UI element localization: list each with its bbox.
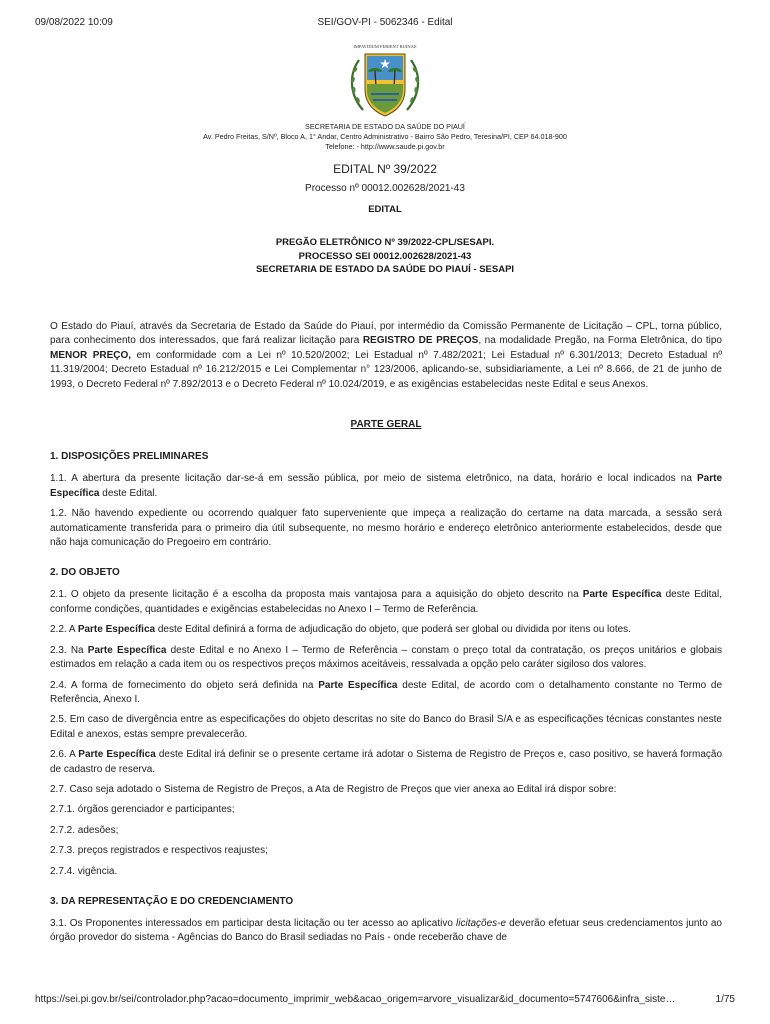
institution-address: Av. Pedro Freitas, S/Nº, Bloco A, 1° Andar, Centro Administrativo - Bairro São Pedro, Teresina/PI, CEP 64.018-900 xyxy=(203,132,567,141)
paragraph-2-5: 2.5. Em caso de divergência entre as especificações do objeto descritas no site do Banco do Brasil S/A e as especificações técnicas constantes neste Edital e anexos, estas sempre prevalecerão. xyxy=(50,714,722,740)
section-3-heading: 3. DA REPRESENTAÇÃO E DO CREDENCIAMENTO xyxy=(50,895,294,907)
paragraph-2-1 xyxy=(50,588,722,617)
intro-text-a: O Estado do Piauí, através da Secretaria de Estado da Saúde do Piauí, por intermédio da Comissão Permanente de Licitação – CPL, torna público, para conhecimento dos interessados, que fará realizar licitação para xyxy=(50,321,722,347)
paragraph-2-3 xyxy=(50,644,722,673)
print-url: https://sei.pi.gov.br/sei/controlador.php?acao=documento_imprimir_web&acao_origem=arvore_visualizar&id_documento=5747606&infra_siste… xyxy=(35,994,676,1005)
paragraph-2-7-2: 2.7.2. adesões; xyxy=(50,824,119,836)
p-2-4-c: deste Edital, de acordo com o detalhamento constante no Termo de Referência, Anexo I. xyxy=(50,679,723,705)
intro-text-c: , na modalidade Pregão, na Forma Eletrônica, do tipo xyxy=(478,335,722,347)
print-header xyxy=(35,17,735,31)
print-datetime: 09/08/2022 10:09 xyxy=(35,17,113,28)
p-2-6-c: deste Edital irá definir se o presente certame irá adotar o Sistema de Registro de Preços e, caso positivo, se haverá formação de cadastro de reserva. xyxy=(50,749,723,775)
paragraph-3-1 xyxy=(50,917,722,946)
paragraph-2-2 xyxy=(50,623,722,637)
p-2-3-a: 2.3. Na xyxy=(50,644,88,656)
pregao-heading xyxy=(0,236,770,277)
p-1-1-c: deste Edital. xyxy=(99,487,158,499)
pregao-line-2: PROCESSO SEI 00012.002628/2021-43 xyxy=(298,250,472,262)
paragraph-2-7-3: 2.7.3. preços registrados e respectivos reajustes; xyxy=(50,845,268,857)
p-2-1-b: Parte Específica xyxy=(582,589,662,601)
pregao-line-1: PREGÃO ELETRÔNICO Nº 39/2022-CPL/SESAPI. xyxy=(275,237,495,248)
p-1-1-b: Parte Específica xyxy=(50,473,722,499)
institution-name: SECRETARIA DE ESTADO DA SAÚDE DO PIAUÍ xyxy=(305,122,465,131)
intro-text-e: em conformidade com a Lei nº 10.520/2002; Lei Estadual nº 7.482/2021; Lei Estadual nº 6.301/2013; Decreto Estadual nº 11.319/2004; Decreto Estadual nº 16.212/2015 e Lei Complementar n° 123/2006, aplicando-se, subsidiariamente, a Lei nº 8.666, de 21 de junho de 1993, o Decreto Federal nº 7.892/2013 e o Decreto Federal nº 10.024/2019, e as exigências estabelecidas neste Edital e seus Anexos. xyxy=(50,349,722,390)
p-1-1-a: 1.1. A abertura da presente licitação dar-se-á em sessão pública, por meio de sistema eletrônico, na data, horário e local indicados na xyxy=(50,473,697,485)
pregao-line-3: SECRETARIA DE ESTADO DA SAÚDE DO PIAUÍ - SESAPI xyxy=(255,264,515,275)
document-type: EDITAL xyxy=(368,204,402,215)
coat-of-arms-icon xyxy=(343,40,427,120)
p-2-4-b: Parte Específica xyxy=(318,679,398,691)
p-2-4-a: 2.4. A forma de fornecimento do objeto será definida na xyxy=(50,679,319,691)
p-2-6-a: 2.6. A xyxy=(50,749,79,761)
paragraph-2-7-4: 2.7.4. vigência. xyxy=(50,865,118,877)
print-title: SEI/GOV-PI - 5062346 - Edital xyxy=(317,17,453,28)
intro-paragraph xyxy=(50,320,722,392)
p-2-3-c: deste Edital e no Anexo I – Termo de Referência – constam o preço total da contratação, os preços unitários e globais estimados em relação a cada item ou os respectivos preços máximos aceitáveis, ressalvada a opção pelo caráter sigiloso dos valores. xyxy=(50,644,722,671)
paragraph-1-1 xyxy=(50,472,722,501)
paragraph-1-2: 1.2. Não havendo expediente ou ocorrendo qualquer fato superveniente que impeça a realização do certame na data marcada, a sessão será automaticamente transferida para o primeiro dia útil subsequente, no mesmo horário e endereço eletrônico anteriormente estabelecidos, desde que não haja comunicação do Pregoeiro em contrário. xyxy=(50,508,722,549)
paragraph-2-4 xyxy=(50,679,722,708)
institution-info xyxy=(50,122,720,152)
intro-bold-menor-preco: MENOR PREÇO, xyxy=(50,349,132,361)
p-3-1-c: deverão efetuar seus credenciamentos junto ao órgão provedor do sistema - Agências do Banco do Brasil sediadas no País - onde receberão chave de xyxy=(50,917,722,944)
processo-number: Processo nº 00012.002628/2021-43 xyxy=(305,183,465,194)
p-2-1-c: deste Edital, conforme condições, quantidades e exigências estabelecidas no Anexo I – Termo de Referência. xyxy=(50,589,722,615)
svg-text:IMPAVIDUM FERIENT RUINAE: IMPAVIDUM FERIENT RUINAE xyxy=(353,44,417,49)
paragraph-2-7: 2.7. Caso seja adotado o Sistema de Registro de Preços, a Ata de Registro de Preços que vier anexa ao Edital irá dispor sobre: xyxy=(50,783,617,795)
p-2-2-a: 2.2. A xyxy=(50,624,78,636)
p-2-1-a: 2.1. O objeto da presente licitação é a escolha da proposta mais vantajosa para a aquisição do objeto descrito na xyxy=(50,589,583,601)
page-number: 1/75 xyxy=(715,994,735,1005)
p-3-1-b: licitações-e xyxy=(456,917,507,929)
section-2-heading: 2. DO OBJETO xyxy=(50,567,120,579)
paragraph-2-6 xyxy=(50,748,722,777)
intro-bold-registro: REGISTRO DE PREÇOS xyxy=(362,335,479,347)
p-2-2-c: deste Edital definirá a forma de adjudicação do objeto, que poderá ser global ou dividida por itens ou lotes. xyxy=(155,624,631,636)
parte-geral-heading: PARTE GERAL xyxy=(350,419,422,431)
p-3-1-a: 3.1. Os Proponentes interessados em participar desta licitação ou ter acesso ao aplicativo xyxy=(50,917,457,929)
paragraph-2-7-1: 2.7.1. órgãos gerenciador e participantes; xyxy=(50,804,235,816)
document-body xyxy=(50,320,722,952)
p-2-3-b: Parte Específica xyxy=(87,644,167,656)
section-1-heading: 1. DISPOSIÇÕES PRELIMINARES xyxy=(50,451,209,463)
p-2-2-b: Parte Específica xyxy=(77,624,156,636)
edital-number: EDITAL Nº 39/2022 xyxy=(333,162,437,176)
p-2-6-b: Parte Específica xyxy=(78,749,156,761)
print-footer xyxy=(35,994,735,1008)
institution-phone: Telefone: - http://www.saude.pi.gov.br xyxy=(325,142,445,151)
